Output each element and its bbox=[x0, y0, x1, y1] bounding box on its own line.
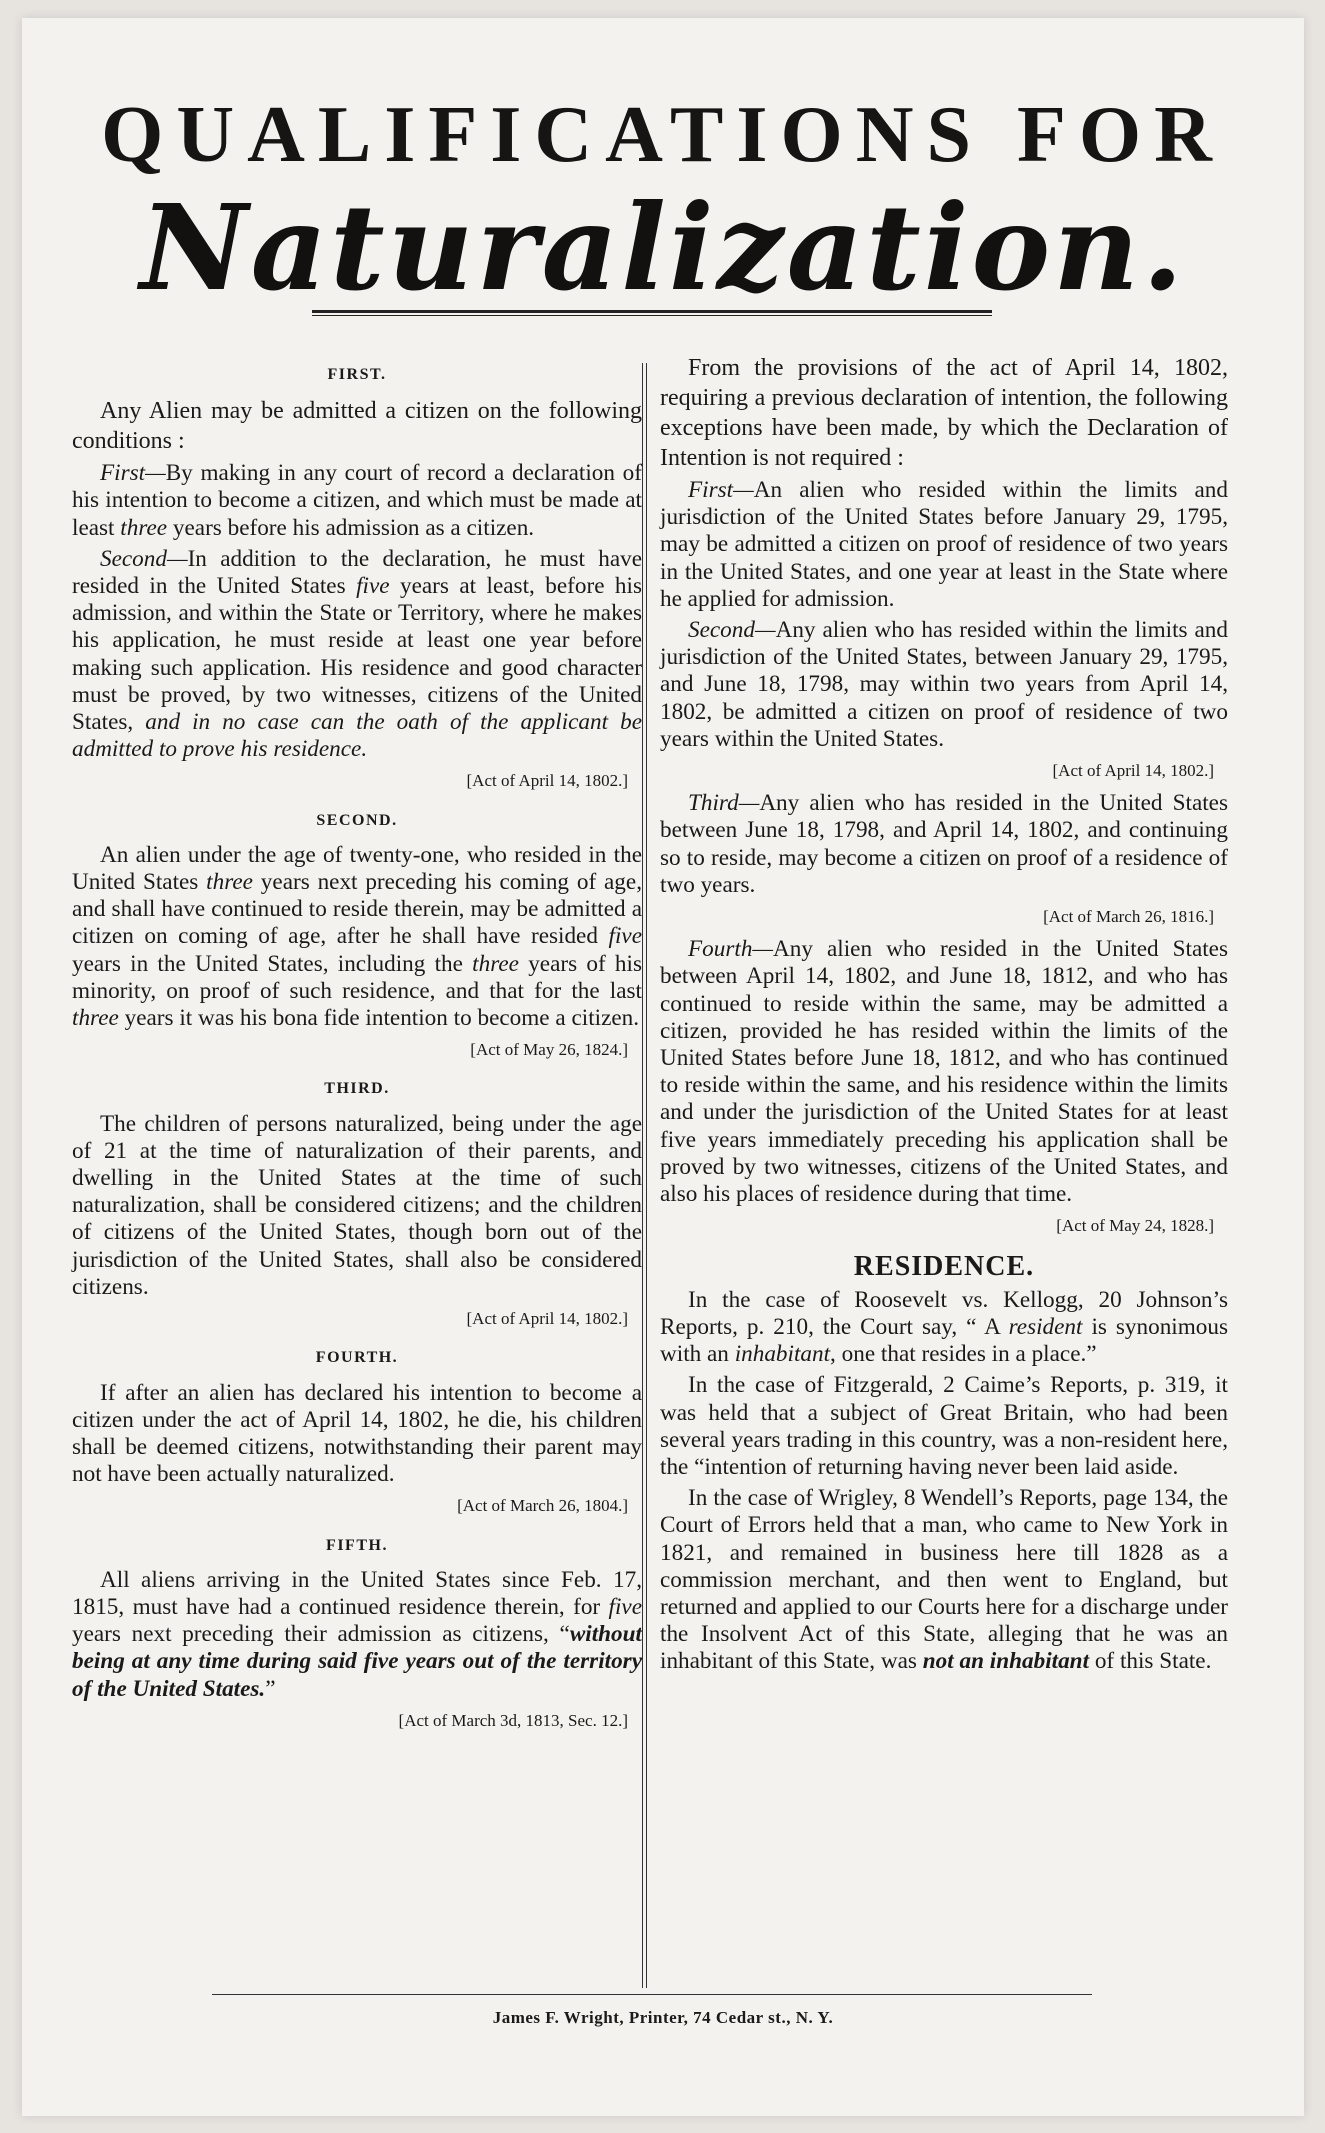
left-column bbox=[72, 353, 642, 1740]
section-heading-second: SECOND. bbox=[316, 811, 398, 829]
second-text: An alien under the age of twenty-one, who resided in the United States three years next preceding his coming of age, and shall have continued to reside therein, may be admitted a citizen on coming of age, after he shall have resided five years in the United States, including the three years of his minority, on proof of such residence, and that for the last three years it was his bona fide intention to become a citizen. bbox=[72, 841, 642, 1032]
second-citation: [Act of May 26, 1824.] bbox=[470, 1040, 628, 1060]
third-text: The children of persons naturalized, being under the age of 21 at the time of naturalization of their parents, and dwelling in the United States at the time of such naturalization, shall be considered citizens; and the children of citizens of the United States, though born out of the jurisdiction of the United States, shall also be considered citizens. bbox=[72, 1110, 642, 1300]
exception-third: Third—Any alien who has resided in the United States between June 18, 1798, and April 14, 1802, and continuing so to reside, may become a citizen on proof of a residence of two years. bbox=[660, 790, 1228, 898]
section-heading-first: FIRST. bbox=[327, 366, 387, 383]
first-citation: [Act of April 14, 1802.] bbox=[466, 771, 628, 791]
title-rule bbox=[312, 310, 992, 316]
title-line-1: QUALIFICATIONS FOR bbox=[101, 91, 1225, 179]
exception-fourth-citation: [Act of May 24, 1828.] bbox=[1056, 1216, 1214, 1236]
exception-fourth: Fourth—Any alien who resided in the United States between April 14, 1802, and June 18, 1812, and who has continued to reside within the same, may be admitted a citizen, provided he has resided within the limits of the United States before June 18, 1812, and who has continued to reside within the same, and his residence within the limits and under the jurisdiction of the United States for at least five years immediately preceding his application shall be proved by two witnesses, citizens of the United States, and also his places of residence during that time. bbox=[660, 936, 1228, 1208]
fourth-citation: [Act of March 26, 1804.] bbox=[457, 1496, 628, 1516]
broadside-sheet bbox=[22, 18, 1304, 2116]
fourth-text: If after an alien has declared his intention to become a citizen under the act of April 14, 1802, he die, his children shall be deemed citizens, notwithstanding their parent may not have been actually naturalized. bbox=[72, 1379, 642, 1488]
residence-case-fitzgerald: In the case of Fitzgerald, 2 Caime’s Reports, p. 319, it was held that a subject of Great Britain, who had been several years trading in this country, was a non-resident here, the “intention of returning having never been laid aside. bbox=[660, 1372, 1228, 1480]
section-heading-third: THIRD. bbox=[324, 1080, 390, 1098]
column-divider bbox=[642, 363, 647, 1988]
fifth-citation: [Act of March 3d, 1813, Sec. 12.] bbox=[398, 1710, 628, 1730]
footer-rule bbox=[212, 1994, 1092, 1995]
residence-heading: RESIDENCE. bbox=[853, 1251, 1035, 1283]
residence-case-roosevelt: In the case of Roosevelt vs. Kellogg, 20 Johnson’s Reports, p. 210, the Court say, “ A resident is synonimous with an inhabitant, one that resides in a place.” bbox=[660, 1286, 1228, 1368]
exception-second-citation: [Act of April 14, 1802.] bbox=[1052, 761, 1214, 781]
title-line-2: Naturalization. bbox=[139, 178, 1187, 317]
first-condition-1: First—By making in any court of record a declaration of his intention to become a citizen, and which must be made at least three years before his admission as a citizen. bbox=[72, 460, 642, 541]
printer-imprint: James F. Wright, Printer, 74 Cedar st., N. Y. bbox=[492, 2008, 834, 2027]
section-heading-fourth: FOURTH. bbox=[315, 1349, 399, 1367]
fifth-text: All aliens arriving in the United States since Feb. 17, 1815, must have had a continued residence therein, for five years next preceding their admission as citizens, “without being at any time during said five years out of the territory of the United States.” bbox=[72, 1566, 642, 1702]
first-intro: Any Alien may be admitted a citizen on the following conditions : bbox=[72, 398, 642, 455]
first-condition-2: Second—In addition to the declaration, he must have resided in the United States five years at least, before his admission, and within the State or Territory, where he makes his application, he must reside at least one year before making such application. His residence and good character must be proved, by two witnesses, citizens of the United States, and in no case can the oath of the applicant be admitted to prove his residence. bbox=[72, 545, 643, 763]
exception-second: Second—Any alien who has resided within the limits and jurisdiction of the United States, between January 29, 1795, and June 18, 1798, may within two years from April 14, 1802, be admitted a citizen on proof of residence of two years within the United States. bbox=[660, 617, 1228, 752]
exceptions-intro: From the provisions of the act of April 14, 1802, requiring a previous declaration of intention, the following exceptions have been made, by which the Declaration of Intention is not required : bbox=[660, 355, 1228, 471]
third-citation: [Act of April 14, 1802.] bbox=[466, 1309, 628, 1329]
exception-third-citation: [Act of March 26, 1816.] bbox=[1043, 907, 1214, 927]
section-heading-fifth: FIFTH. bbox=[326, 1536, 388, 1554]
right-column bbox=[660, 353, 1228, 1680]
residence-case-wrigley: In the case of Wrigley, 8 Wendell’s Reports, page 134, the Court of Errors held that a man, who came to New York in 1821, and remained in business here till 1828 as a commission merchant, and then went to England, but returned and applied to our Courts here for a discharge under the Insolvent Act of this State, alleging that he was an inhabitant of this State, was not an inhabitant of this State. bbox=[660, 1485, 1228, 1675]
exception-first: First—An alien who resided within the limits and jurisdiction of the United States before January 29, 1795, may be admitted a citizen on proof of residence of two years in the United States, and one year at least in the State where he applied for admission. bbox=[660, 477, 1228, 612]
